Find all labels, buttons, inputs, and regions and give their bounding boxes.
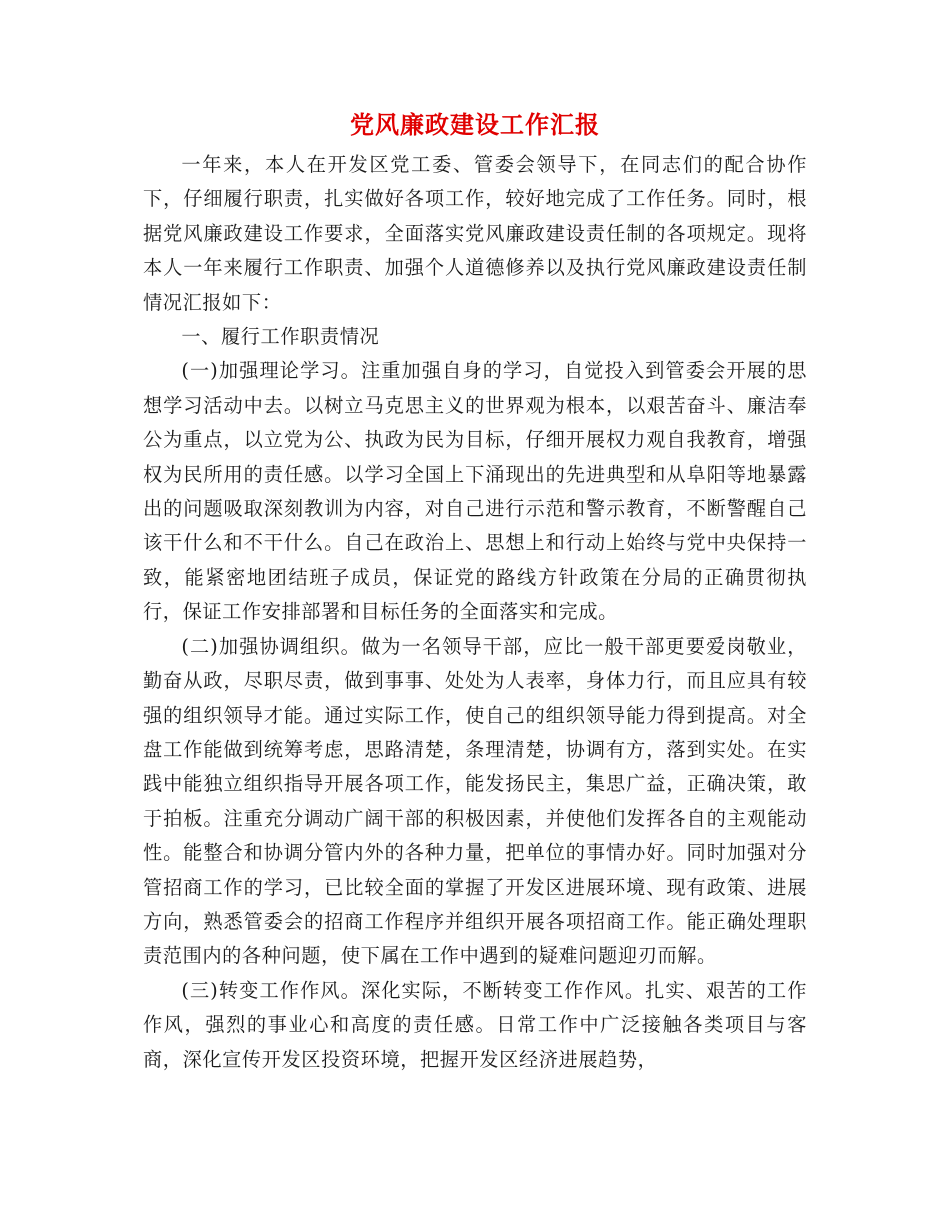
intro-paragraph: 一年来，本人在开发区党工委、管委会领导下，在同志们的配合协作下，仔细履行职责，扎实做好各项工作，较好地完成了工作任务。同时，根据党风廉政建设工作要求，全面落实党风廉政建设责任制的各项规定。现将本人一年来履行工作职责、加强个人道德修养以及执行党风廉政建设责任制情况汇报如下： — [143, 153, 807, 314]
paragraph-work-style: (三)转变工作作风。深化实际，不断转变工作作风。扎实、艰苦的工作作风，强烈的事业心和高度的责任感。日常工作中广泛接触各类项目与客商，深化宣传开发区投资环境，把握开发区经济进展趋势， — [143, 978, 807, 1071]
document-body — [143, 148, 807, 1077]
section-heading: 一、履行工作职责情况 — [181, 325, 380, 349]
paragraph-theory-study: (一)加强理论学习。注重加强自身的学习，自觉投入到管委会开展的思想学习活动中去。以树立马克思主义的世界观为根本，以艰苦奋斗、廉洁奉公为重点，以立党为公、执政为民为目标，仔细开展权力观自我教育，增强权为民所用的责任感。以学习全国上下涌现出的先进典型和从阜阳等地暴露出的问题吸取深刻教训为内容，对自己进行示范和警示教育，不断警醒自己该干什么和不干什么。自己在政治上、思想上和行动上始终与党中央保持一致，能紧密地团结班子成员，保证党的路线方针政策在分局的正确贯彻执行，保证工作安排部署和目标任务的全面落实和完成。 — [143, 359, 807, 624]
document-title: 党风廉政建设工作汇报 — [350, 110, 600, 139]
paragraph-coordination: (二)加强协调组织。做为一名领导干部，应比一般干部更要爱岗敬业，勤奋从政，尽职尽责，做到事事、处处为人表率，身体力行，而且应具有较强的组织领导才能。通过实际工作，使自己的组织领导能力得到提高。对全盘工作能做到统筹考虑，思路清楚，条理清楚，协调有方，落到实处。在实践中能独立组织指导开展各项工作，能发扬民主，集思广益，正确决策，敢于拍板。注重充分调动广阔干部的积极因素，并使他们发挥各自的主观能动性。能整合和协调分管内外的各种力量，把单位的事情办好。同时加强对分管招商工作的学习，已比较全面的掌握了开发区进展环境、现有政策、进展方向，熟悉管委会的招商工作程序并组织开展各项招商工作。能正确处理职责范围内的各种问题，使下属在工作中遇到的疑难问题迎刃而解。 — [143, 634, 807, 968]
